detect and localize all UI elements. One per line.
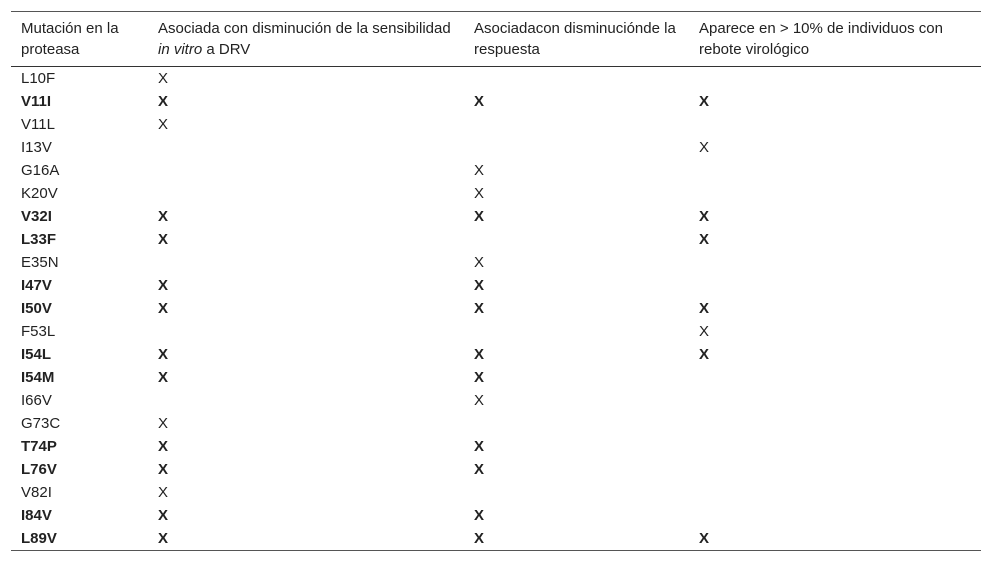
in-vitro-cell [148,136,464,159]
response-cell: X [474,162,485,179]
in-vitro-cell: X [158,231,169,248]
header-in-vitro-text-after: a DRV [202,41,251,58]
mutation-cell: I66V [21,392,52,409]
in-vitro-cell: X [158,93,169,110]
response-cell: X [474,208,485,225]
table-row [11,504,981,527]
rebound-cell [689,251,981,274]
mutation-cell: I13V [21,139,52,156]
in-vitro-cell: X [158,116,169,133]
response-cell [464,481,689,504]
header-response-decrease: Asociadacon disminuciónde la respuesta [474,20,676,58]
response-cell [464,228,689,251]
header-virologic-rebound: Aparece en > 10% de individuos con rebote virológico [699,20,943,58]
response-cell: X [474,346,485,363]
in-vitro-cell: X [158,277,169,294]
in-vitro-cell [148,389,464,412]
rebound-cell [689,389,981,412]
in-vitro-cell: X [158,369,169,386]
rebound-cell [689,159,981,182]
rebound-cell: X [699,208,710,225]
response-cell: X [474,369,485,386]
rebound-cell: X [699,323,710,340]
rebound-cell [689,182,981,205]
response-cell: X [474,507,485,524]
mutation-cell: E35N [21,254,59,271]
rebound-cell: X [699,93,710,110]
rebound-cell: X [699,530,710,547]
response-cell [464,113,689,136]
response-cell: X [474,530,485,547]
in-vitro-cell [148,182,464,205]
response-cell [464,67,689,91]
in-vitro-cell: X [158,507,169,524]
in-vitro-cell: X [158,300,169,317]
header-row [11,12,981,67]
table-row [11,90,981,113]
rebound-cell [689,366,981,389]
rebound-cell: X [699,139,710,156]
rebound-cell [689,67,981,91]
mutation-cell: L89V [21,530,57,547]
mutation-cell: K20V [21,185,58,202]
response-cell [464,412,689,435]
table-row [11,389,981,412]
in-vitro-cell [148,159,464,182]
table-row [11,251,981,274]
table-row [11,205,981,228]
header-in-vitro-sensitivity [148,12,464,67]
table-row [11,458,981,481]
mutation-cell: V11I [21,93,52,110]
response-cell: X [474,300,485,317]
table-row [11,366,981,389]
in-vitro-cell: X [158,461,169,478]
rebound-cell [689,504,981,527]
response-cell: X [474,461,485,478]
response-cell: X [474,438,485,455]
in-vitro-cell: X [158,208,169,225]
response-cell [464,320,689,343]
table-row [11,159,981,182]
response-cell: X [474,93,485,110]
header-in-vitro-italic: in vitro [158,41,203,58]
table-row [11,435,981,458]
rebound-cell [689,274,981,297]
mutation-cell: V11L [21,116,55,133]
mutation-cell: I54M [21,369,55,386]
mutation-cell: I84V [21,507,52,524]
rebound-cell [689,113,981,136]
rebound-cell: X [699,346,710,363]
response-cell: X [474,254,485,271]
in-vitro-cell: X [158,438,169,455]
mutation-cell: T74P [21,438,57,455]
mutation-table [11,11,981,551]
header-mutation: Mutación en la proteasa [21,20,119,58]
mutation-table-container [11,11,981,551]
table-body [11,67,981,551]
table-row [11,320,981,343]
mutation-cell: L10F [21,70,56,87]
table-row [11,412,981,435]
mutation-cell: I54L [21,346,52,363]
rebound-cell [689,412,981,435]
mutation-cell: V32I [21,208,52,225]
rebound-cell [689,458,981,481]
in-vitro-cell: X [158,484,169,501]
mutation-cell: F53L [21,323,56,340]
mutation-cell: G16A [21,162,60,179]
table-row [11,228,981,251]
table-row [11,343,981,366]
table-header [11,12,981,67]
table-row [11,67,981,91]
response-cell: X [474,277,485,294]
response-cell: X [474,185,485,202]
rebound-cell: X [699,300,710,317]
mutation-cell: I50V [21,300,52,317]
mutation-cell: L33F [21,231,57,248]
in-vitro-cell: X [158,346,169,363]
in-vitro-cell [148,320,464,343]
rebound-cell [689,435,981,458]
in-vitro-cell: X [158,415,169,432]
table-row [11,481,981,504]
table-row [11,297,981,320]
mutation-cell: L76V [21,461,57,478]
response-cell: X [474,392,485,409]
mutation-cell: G73C [21,415,61,432]
in-vitro-cell: X [158,70,169,87]
table-row [11,274,981,297]
table-row [11,113,981,136]
rebound-cell [689,481,981,504]
table-row [11,182,981,205]
header-in-vitro-text-before: Asociada con disminución de la sensibilidad [158,20,451,37]
mutation-cell: V82I [21,484,52,501]
in-vitro-cell [148,251,464,274]
table-row [11,136,981,159]
table-row [11,527,981,551]
in-vitro-cell: X [158,530,169,547]
response-cell [464,136,689,159]
mutation-cell: I47V [21,277,52,294]
rebound-cell: X [699,231,710,248]
